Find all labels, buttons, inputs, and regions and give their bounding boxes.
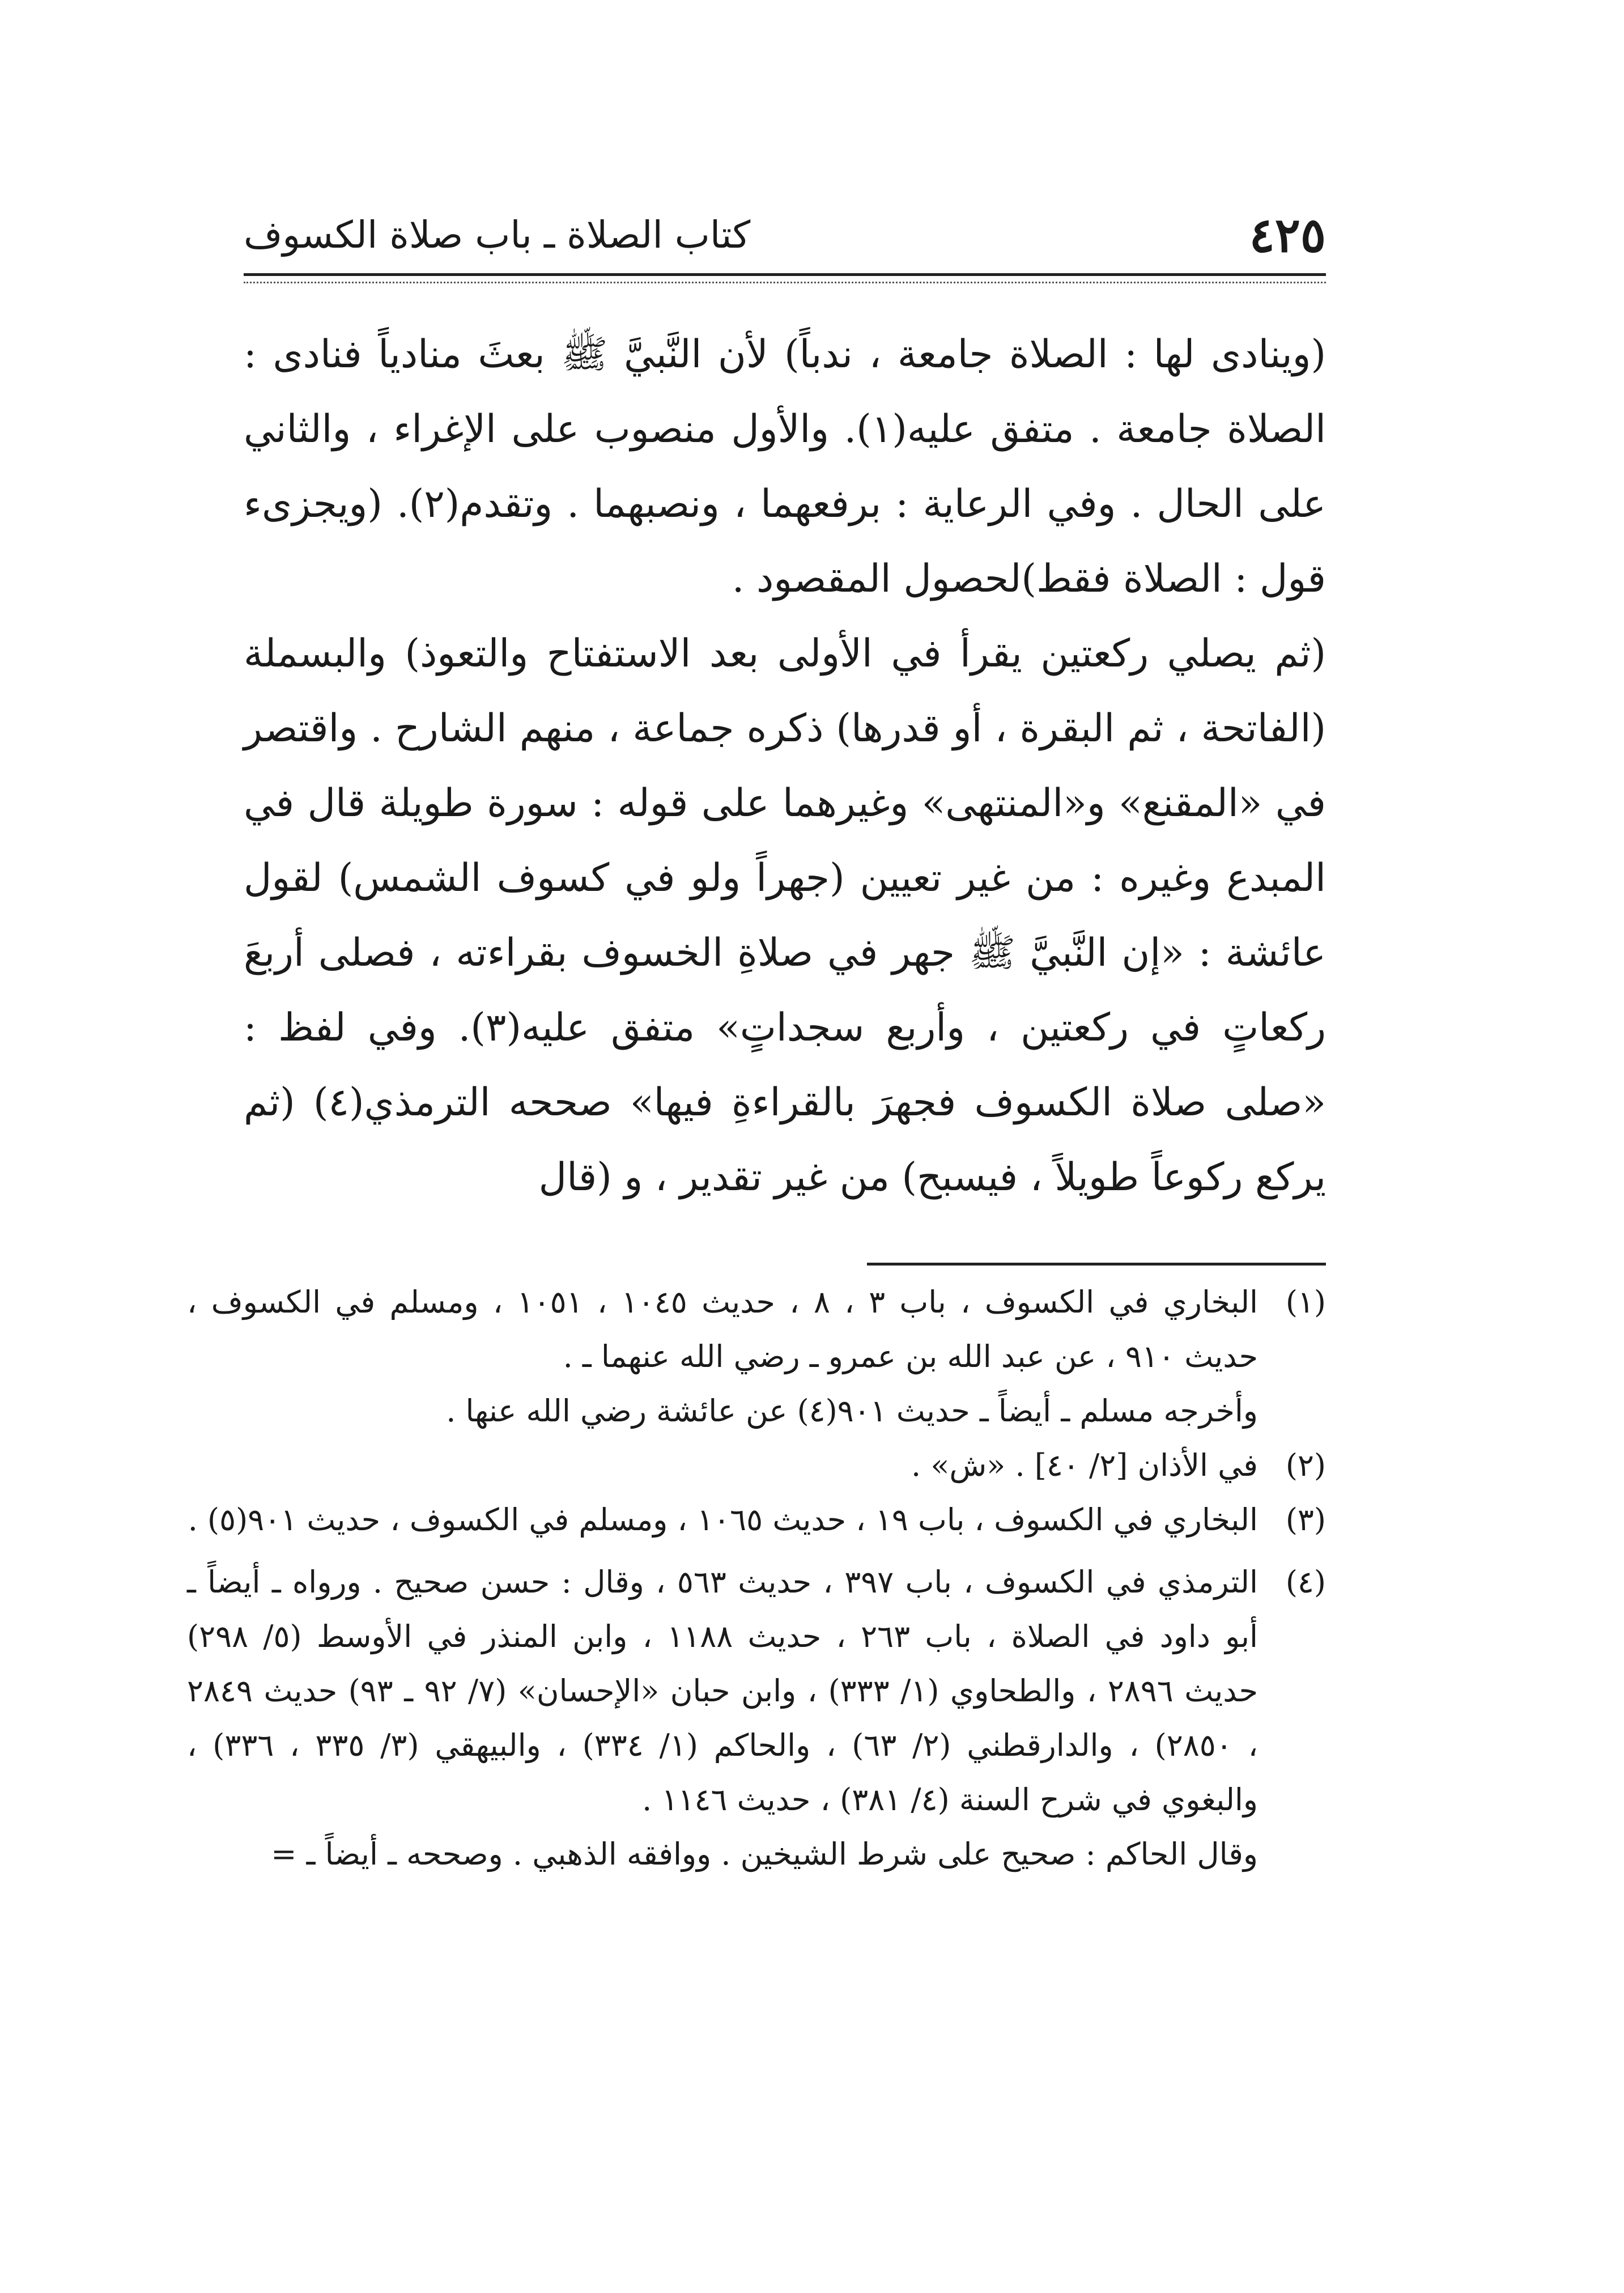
footnote-number: (١) — [1285, 1284, 1326, 1320]
footnote — [187, 1555, 1326, 1882]
footnotes — [187, 1275, 1326, 1882]
page-header — [244, 204, 1326, 266]
paragraph-1: (وينادى لها : الصلاة جامعة ، ندباً) لأن النَّبيَّ ﷺ بعثَ منادياً فنادى : الصلاة جامعة . متفق عليه(١). والأول منصوب على الإغراء ، والثاني على الحال . وفي الرعاية : برفعهما ، ونصبهما . وتقدم(٢). (ويجزىء قول : الصلاة فقط)لحصول المقصود . — [244, 332, 1326, 601]
footnote-number: (٤) — [1285, 1564, 1326, 1600]
footnote-text: في الأذان [٢/ ٤٠] . «ش» . — [911, 1447, 1258, 1483]
footnote — [187, 1493, 1326, 1547]
paragraph-2: (ثم يصلي ركعتين يقرأ في الأولى بعد الاستفتاح والتعوذ) والبسملة (الفاتحة ، ثم البقرة ، أو قدرها) ذكره جماعة ، منهم الشارح . واقتصر في «المقنع» و«المنتهى» وغيرهما على قوله : سورة طويلة قال في المبدع وغيره : من غير تعيين (جهراً ولو في كسوف الشمس) لقول عائشة : «إن النَّبيَّ ﷺ جهر في صلاةِ الخسوف بقراءته ، فصلى أربعَ ركعاتٍ في ركعتين ، وأربع سجداتٍ» متفق عليه(٣). وفي لفظ : «صلى صلاة الكسوف فجهرَ بالقراءةِ فيها» صححه الترمذي(٤) (ثم يركع ركوعاً طويلاً ، فيسبح) من غير تقدير ، و (قال — [244, 631, 1326, 1200]
footnote-text: الترمذي في الكسوف ، باب ٣٩٧ ، حديث ٥٦٣ ، وقال : حسن صحيح . ورواه ـ أيضاً ـ أبو داود في الصلاة ، باب ٢٦٣ ، حديث ١١٨٨ ، وابن المنذر في الأوسط (٥/ ٢٩٨) حديث ٢٨٩٦ ، والطحاوي (١/ ٣٣٣) ، وابن حبان «الإحسان» (٧/ ٩٢ ـ ٩٣) حديث ٢٨٤٩ ، ٢٨٥٠) ، والدارقطني (٢/ ٦٣) ، والحاكم (١/ ٣٣٤) ، والبيهقي (٣/ ٣٣٥ ، ٣٣٦) ، والبغوي في شرح السنة (٤/ ٣٨١) ، حديث ١١٤٦ . — [187, 1564, 1259, 1818]
footnote-divider — [867, 1263, 1326, 1266]
page-number: ٤٢٥ — [1249, 207, 1326, 263]
footnote — [187, 1438, 1326, 1493]
footnote-text: البخاري في الكسوف ، باب ٣ ، ٨ ، حديث ١٠٤٥ ، ١٠٥١ ، ومسلم في الكسوف ، حديث ٩١٠ ، عن عبد الله بن عمرو ـ رضي الله عنهما ـ . — [187, 1284, 1259, 1374]
main-text — [244, 317, 1326, 1215]
footnote-text: البخاري في الكسوف ، باب ١٩ ، حديث ١٠٦٥ ، ومسلم في الكسوف ، حديث ٩٠١(٥) . — [188, 1502, 1258, 1538]
footnote-text: وقال الحاكم : صحيح على شرط الشيخين . ووافقه الذهبي . وصححه ـ أيضاً ـ = — [271, 1836, 1258, 1872]
footnote-number: (٢) — [1285, 1447, 1326, 1483]
footnote — [187, 1275, 1326, 1438]
footnote-number: (٣) — [1285, 1502, 1326, 1538]
footnote-text: وأخرجه مسلم ـ أيضاً ـ حديث ٩٠١(٤) عن عائشة رضي الله عنها . — [446, 1393, 1258, 1429]
running-title: كتاب الصلاة ـ باب صلاة الكسوف — [244, 213, 751, 257]
header-divider — [244, 273, 1326, 283]
